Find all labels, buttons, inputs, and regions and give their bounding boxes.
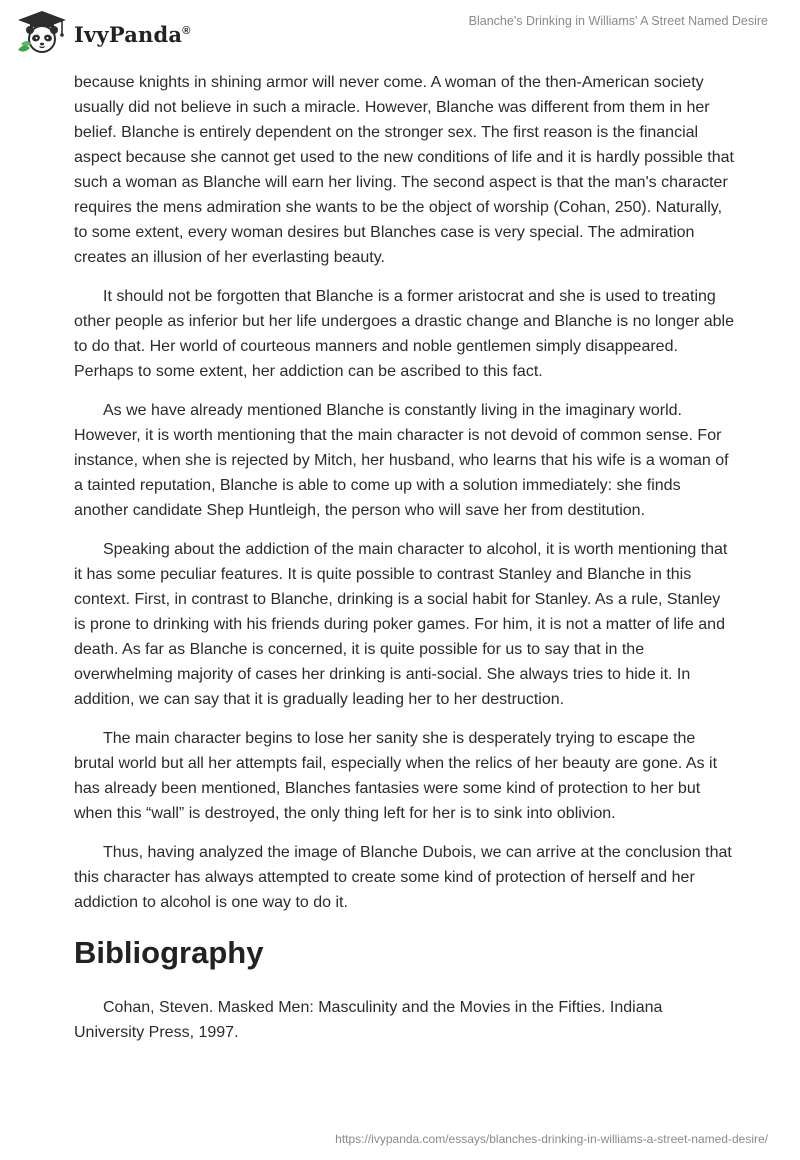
document-title: Blanche's Drinking in Williams' A Street Named Desire [468,14,768,28]
essay-content [74,70,734,1059]
bibliography-heading: Bibliography [74,935,264,970]
paragraph: It should not be forgotten that Blanche is a former aristocrat and she is used to treating other people as inferior but her life undergoes a drastic change and Blanche is no longer able to do that. Her world of courteous manners and noble gentlemen simply disappeared. Perhaps to some extent, her addiction can be ascribed to this fact. [74,288,734,380]
paragraph: As we have already mentioned Blanche is constantly living in the imaginary world. However, it is worth mentioning that the main character is not devoid of common sense. For instance, when she is rejected by Mitch, her husband, who learns that his wife is a woman of a tainted reputation, Blanche is able to come up with a solution immediately: she finds another candidate Shep Huntleigh, the person who will save her from destitution. [74,402,729,519]
bibliography-entry: Cohan, Steven. Masked Men: Masculinity and the Movies in the Fifties. Indiana University Press, 1997. [74,999,663,1041]
logo[interactable] [14,8,191,56]
logo-text: IvyPanda® [74,21,191,47]
paragraph: Speaking about the addiction of the main character to alcohol, it is worth mentioning that it has some peculiar features. It is quite possible to contrast Stanley and Blanche in this context. First, in contrast to Blanche, drinking is a social habit for Stanley. As a rule, Stanley is prone to drinking with his friends during poker games. For him, it is not a matter of life and death. As far as Blanche is concerned, it is quite possible for us to say that in the overwhelming majority of cases her drinking is anti-social. She always tries to hide it. In addition, we can say that it is gradually leading her to her destruction. [74,541,728,708]
panda-graduate-icon [14,8,70,56]
paragraph: because knights in shining armor will never come. A woman of the then-American society usually did not believe in such a miracle. However, Blanche was different from them in her belief. Blanche is entirely dependent on the stronger sex. The first reason is the financial aspect because she cannot get used to the new conditions of life and it is hardly possible that such a woman as Blanche will earn her living. The second aspect is that the man's character requires the mens admiration she wants to be the object of worship (Cohan, 250). Naturally, to some extent, every woman desires but Blanches case is very special. The admiration creates an illusion of her everlasting beauty. [74,74,734,266]
page-header [0,0,800,70]
paragraph: The main character begins to lose her sanity she is desperately trying to escape the brutal world but all her attempts fail, especially when the relics of her beauty are gone. As it has already been mentioned, Blanches fantasies were some kind of protection to her but when this “wall” is destroyed, the only thing left for her is to sink into oblivion. [74,730,718,822]
source-url[interactable]: https://ivypanda.com/essays/blanches-drinking-in-williams-a-street-named-desire/ [335,1132,768,1146]
paragraph: Thus, having analyzed the image of Blanche Dubois, we can arrive at the conclusion that this character has always attempted to create some kind of protection of herself and her addiction to alcohol is one way to do it. [74,844,732,911]
